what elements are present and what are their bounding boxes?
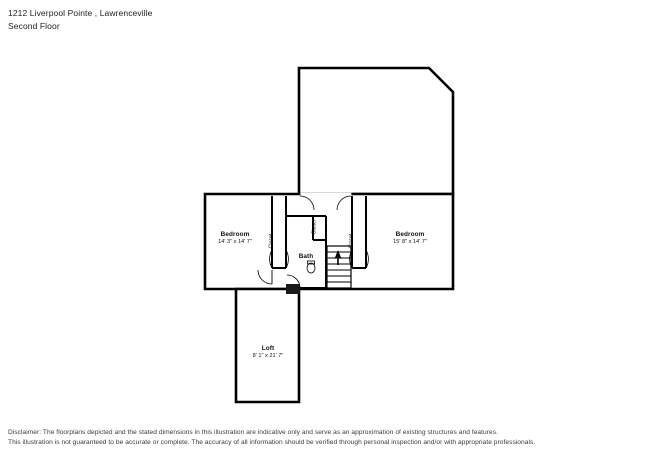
property-address: 1212 Liverpool Pointe , Lawrenceville — [8, 8, 153, 18]
room-label-bath: Bath — [298, 253, 314, 260]
disclaimer-line-1: Disclaimer: The floorplans depicted and the stated dimensions in this illustration are indicative only and serve as an approximation of existing structures and features. — [8, 428, 498, 436]
upper-wing-outline — [299, 68, 453, 194]
disclaimer — [8, 428, 608, 448]
room-label-bedroom-right: Bedroom 15' 8" x 14' 7" — [393, 231, 427, 245]
wall-opening-fill — [300, 193, 351, 196]
floor-label: Second Floor — [8, 21, 60, 32]
room-label-loft: Loft 8' 1" x 21' 7" — [252, 345, 284, 359]
closet-label-right: Closet — [348, 233, 355, 249]
disclaimer-line-2: This illustration is not guaranteed to be accurate or complete. The accuracy of all information should be verified through personal inspection and/or with appropriate professionals. — [8, 438, 536, 446]
room-label-bedroom-left: Bedroom 14' 3" x 14' 7" — [218, 231, 252, 245]
closet-label-bath: Closet — [311, 219, 318, 235]
staircase — [327, 246, 351, 288]
closet-label-left: Closet — [268, 233, 275, 249]
stair-landing-block — [286, 284, 300, 294]
